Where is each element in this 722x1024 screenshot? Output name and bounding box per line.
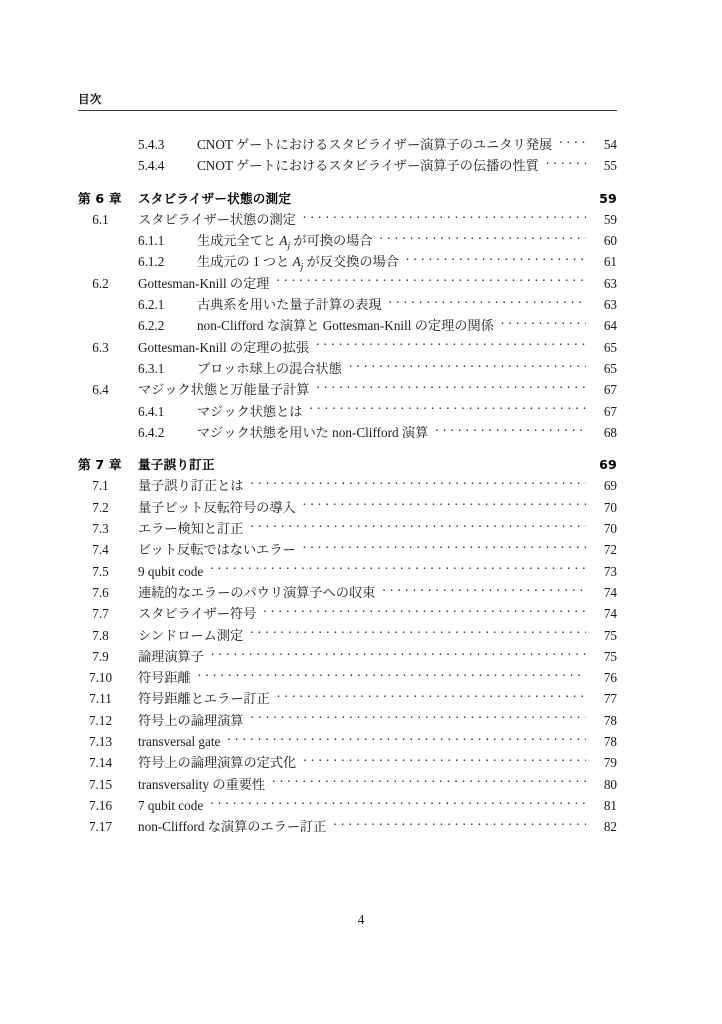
toc-entry-page: 70	[603, 521, 617, 537]
toc-entry-title: transversality の重要性	[138, 776, 266, 792]
toc-entry-title: 量子誤り訂正	[138, 457, 215, 473]
toc-entry[interactable]	[78, 497, 617, 518]
toc-entry-title: 符号上の論理演算の定式化	[138, 755, 297, 771]
toc-entry-title: スタビライザー状態の測定	[138, 190, 292, 206]
toc-entry-title: マジック状態と万能量子計算	[138, 382, 310, 398]
toc-entry-number: 6.4.1	[138, 403, 165, 419]
dot-leader	[316, 381, 586, 394]
toc-entry-number: 6.1.1	[138, 233, 165, 249]
toc-entry[interactable]	[78, 795, 617, 816]
dot-leader	[251, 712, 587, 725]
toc-entry-title: transversal gate	[138, 734, 221, 750]
toc-entry-number: 7.4	[92, 542, 109, 558]
dot-leader	[210, 797, 586, 810]
toc-entry-page: 70	[603, 499, 617, 515]
toc-entry[interactable]	[78, 134, 617, 155]
toc-entry-page: 76	[603, 670, 617, 686]
toc-entry-title: 7 qubit code	[138, 797, 204, 813]
dot-leader	[501, 317, 586, 330]
dot-leader	[406, 253, 586, 266]
toc-entry-number: 第 7 章	[78, 457, 122, 473]
toc-entry[interactable]	[78, 646, 617, 667]
toc-entry-number: 7.3	[92, 521, 109, 537]
toc-entry[interactable]	[78, 188, 617, 209]
toc-entry-page: 60	[603, 233, 617, 249]
toc-entry-number: 7.16	[88, 797, 113, 813]
toc-entry-page: 72	[603, 542, 617, 558]
toc-entry-title: 量子ビット反転符号の導入	[138, 499, 296, 515]
toc-entry-number: 6.2.1	[138, 297, 165, 313]
toc-entry[interactable]	[78, 561, 617, 582]
toc-entry-title: 古典系を用いた量子計算の表現	[197, 297, 382, 313]
toc-entry-number: 7.1	[92, 478, 109, 494]
toc-entry[interactable]	[78, 667, 617, 688]
toc-entry-title: 符号上の論理演算	[138, 712, 244, 728]
toc-entry[interactable]	[78, 401, 617, 422]
toc-entry[interactable]	[78, 358, 617, 379]
toc-entry-page: 67	[603, 382, 617, 398]
toc-entry[interactable]	[78, 710, 617, 731]
toc-entry[interactable]	[78, 315, 617, 336]
toc-entry-number: 7.2	[92, 499, 109, 515]
dot-leader	[251, 477, 587, 490]
toc-entry-page: 75	[603, 648, 617, 664]
toc-entry[interactable]	[78, 337, 617, 358]
toc-entry-page: 55	[603, 158, 617, 174]
toc-entry-page: 74	[603, 584, 617, 600]
toc-entry-title: マジック状態を用いた non-Clifford 演算	[197, 424, 429, 440]
toc-entry-page: 59	[603, 211, 617, 227]
toc-entry-title: 量子誤り訂正とは	[138, 478, 244, 494]
toc-entry[interactable]	[78, 774, 617, 795]
dot-leader	[546, 157, 586, 170]
toc-entry-number: 5.4.4	[138, 158, 165, 174]
dot-leader	[303, 754, 586, 767]
toc-entry-page: 54	[603, 137, 617, 152]
toc-entry-page: 63	[603, 275, 617, 291]
toc-entry-number: 7.8	[92, 627, 109, 643]
page-title: 目次	[78, 92, 102, 106]
toc-entry-title: CNOT ゲートにおけるスタビライザー演算子のユニタリ発展	[197, 137, 553, 152]
dot-leader	[559, 136, 586, 149]
toc-entry[interactable]	[78, 230, 617, 251]
toc-entry[interactable]	[78, 539, 617, 560]
toc-entry-title: 9 qubit code	[138, 563, 204, 579]
toc-entry-number: 6.3.1	[138, 360, 165, 376]
toc-entry-number: 第 6 章	[78, 190, 122, 206]
toc-entry-number: 6.2.2	[138, 318, 165, 334]
toc-entry-page: 69	[599, 457, 617, 473]
toc-entry[interactable]	[78, 209, 617, 230]
toc-entry-title: 生成元の 1 つと $A_j$ が反交換の場合	[197, 254, 399, 274]
dot-leader	[211, 648, 586, 661]
toc-entry[interactable]	[78, 475, 617, 496]
toc-entry-number: 7.15	[88, 776, 113, 792]
toc-entry-number: 7.10	[88, 670, 113, 686]
toc-entry-number: 7.14	[88, 755, 113, 771]
toc-entry-number: 5.4.3	[138, 137, 165, 152]
toc-entry-page: 78	[603, 712, 617, 728]
dot-leader	[277, 690, 586, 703]
dot-leader	[435, 424, 586, 437]
toc-entry-title: CNOT ゲートにおけるスタビライザー演算子の伝播の性質	[197, 158, 539, 174]
dot-leader	[310, 402, 587, 415]
toc-entry-page: 63	[603, 297, 617, 313]
toc-entry[interactable]	[78, 688, 617, 709]
toc-entry-page: 82	[603, 819, 617, 835]
toc-entry[interactable]	[78, 379, 617, 400]
toc-entry[interactable]	[78, 518, 617, 539]
toc-entry-number: 6.1.2	[138, 254, 165, 270]
toc-entry-title: 連続的なエラーのパウリ演算子への収束	[138, 584, 376, 600]
dot-leader	[380, 232, 586, 245]
toc-entry-title: 符号距離	[138, 670, 191, 686]
toc-entry-number: 6.2	[92, 275, 109, 291]
toc-entry-number: 6.4	[92, 382, 109, 398]
toc-entry-number: 7.5	[92, 563, 109, 579]
math-variable-Aj: $A_j$	[279, 233, 291, 252]
toc-entry[interactable]	[78, 422, 617, 443]
dot-leader	[382, 584, 586, 597]
toc-entry-title: non-Clifford な演算のエラー訂正	[138, 819, 327, 835]
toc-entry-page: 68	[603, 424, 617, 440]
toc-entry[interactable]	[78, 155, 617, 176]
toc-entry-page: 75	[603, 627, 617, 643]
toc-entry-page: 74	[603, 606, 617, 622]
toc-entry-page: 78	[603, 734, 617, 750]
dot-leader	[272, 775, 586, 788]
header-rule	[78, 110, 617, 111]
toc-entry-number: 7.7	[92, 606, 109, 622]
dot-leader	[333, 818, 586, 831]
toc-entry-title: Gottesman-Knill の定理	[138, 275, 270, 291]
table-of-contents	[78, 134, 617, 838]
page-number-folio: 4	[357, 912, 365, 927]
toc-entry-page: 80	[603, 776, 617, 792]
toc-entry-title: スタビライザー符号	[138, 606, 257, 622]
toc-entry-number: 7.12	[88, 712, 113, 728]
toc-entry-number: 7.11	[89, 691, 112, 707]
toc-entry-number: 7.17	[88, 819, 113, 835]
toc-entry[interactable]	[78, 731, 617, 752]
toc-entry-title: シンドローム測定	[138, 627, 244, 643]
dot-leader	[277, 275, 587, 288]
toc-entry-page: 73	[603, 563, 617, 579]
dot-leader	[303, 211, 586, 224]
toc-entry-page: 59	[599, 190, 617, 206]
toc-entry-title: 論理演算子	[138, 648, 204, 664]
toc-entry-title: ブロッホ球上の混合状態	[197, 360, 342, 376]
running-header	[78, 92, 617, 111]
toc-entry-title: スタビライザー状態の測定	[138, 211, 296, 227]
toc-entry-number: 7.6	[92, 584, 109, 600]
toc-entry-page: 77	[603, 691, 617, 707]
toc-entry-page: 79	[603, 755, 617, 771]
toc-entry[interactable]	[78, 582, 617, 603]
dot-leader	[263, 605, 586, 618]
toc-entry-title: エラー検知と訂正	[138, 521, 244, 537]
toc-entry[interactable]	[78, 603, 617, 624]
toc-entry-title: 生成元全てと $A_j$ が可換の場合	[197, 233, 373, 252]
dot-leader	[198, 669, 586, 682]
dot-leader	[210, 562, 586, 575]
toc-entry-page: 81	[603, 797, 617, 813]
toc-entry[interactable]	[78, 752, 617, 773]
toc-entry-title: マジック状態とは	[197, 403, 303, 419]
dot-leader	[227, 733, 586, 746]
toc-entry-page: 69	[603, 478, 617, 494]
toc-entry-page: 65	[603, 339, 617, 355]
dot-leader	[251, 520, 587, 533]
toc-entry[interactable]	[78, 625, 617, 646]
toc-entry-title: 符号距離とエラー訂正	[138, 691, 270, 707]
dot-leader	[303, 499, 586, 512]
toc-entry[interactable]	[78, 294, 617, 315]
toc-entry[interactable]	[78, 454, 617, 475]
toc-entry-number: 7.9	[92, 648, 109, 664]
toc-entry-number: 6.4.2	[138, 424, 165, 440]
toc-entry[interactable]	[78, 273, 617, 294]
toc-entry-page: 61	[603, 254, 617, 270]
toc-entry-title: ビット反転ではないエラー	[138, 542, 296, 558]
toc-entry-page: 67	[603, 403, 617, 419]
dot-leader	[303, 541, 586, 554]
toc-entry[interactable]	[78, 816, 617, 837]
toc-entry-page: 64	[603, 318, 617, 334]
math-variable-Aj: $A_j$	[292, 254, 304, 274]
toc-entry-number: 6.3	[92, 339, 109, 355]
toc-entry-page: 65	[603, 360, 617, 376]
toc-entry-number: 7.13	[88, 734, 113, 750]
dot-leader	[316, 338, 586, 351]
dot-leader	[349, 360, 586, 373]
toc-entry-title: Gottesman-Knill の定理の拡張	[138, 339, 310, 355]
dot-leader	[389, 296, 586, 309]
toc-entry[interactable]	[78, 251, 617, 272]
toc-entry-number: 6.1	[92, 211, 109, 227]
dot-leader	[250, 626, 586, 639]
toc-entry-title: non-Clifford な演算と Gottesman-Knill の定理の関係	[197, 318, 494, 334]
